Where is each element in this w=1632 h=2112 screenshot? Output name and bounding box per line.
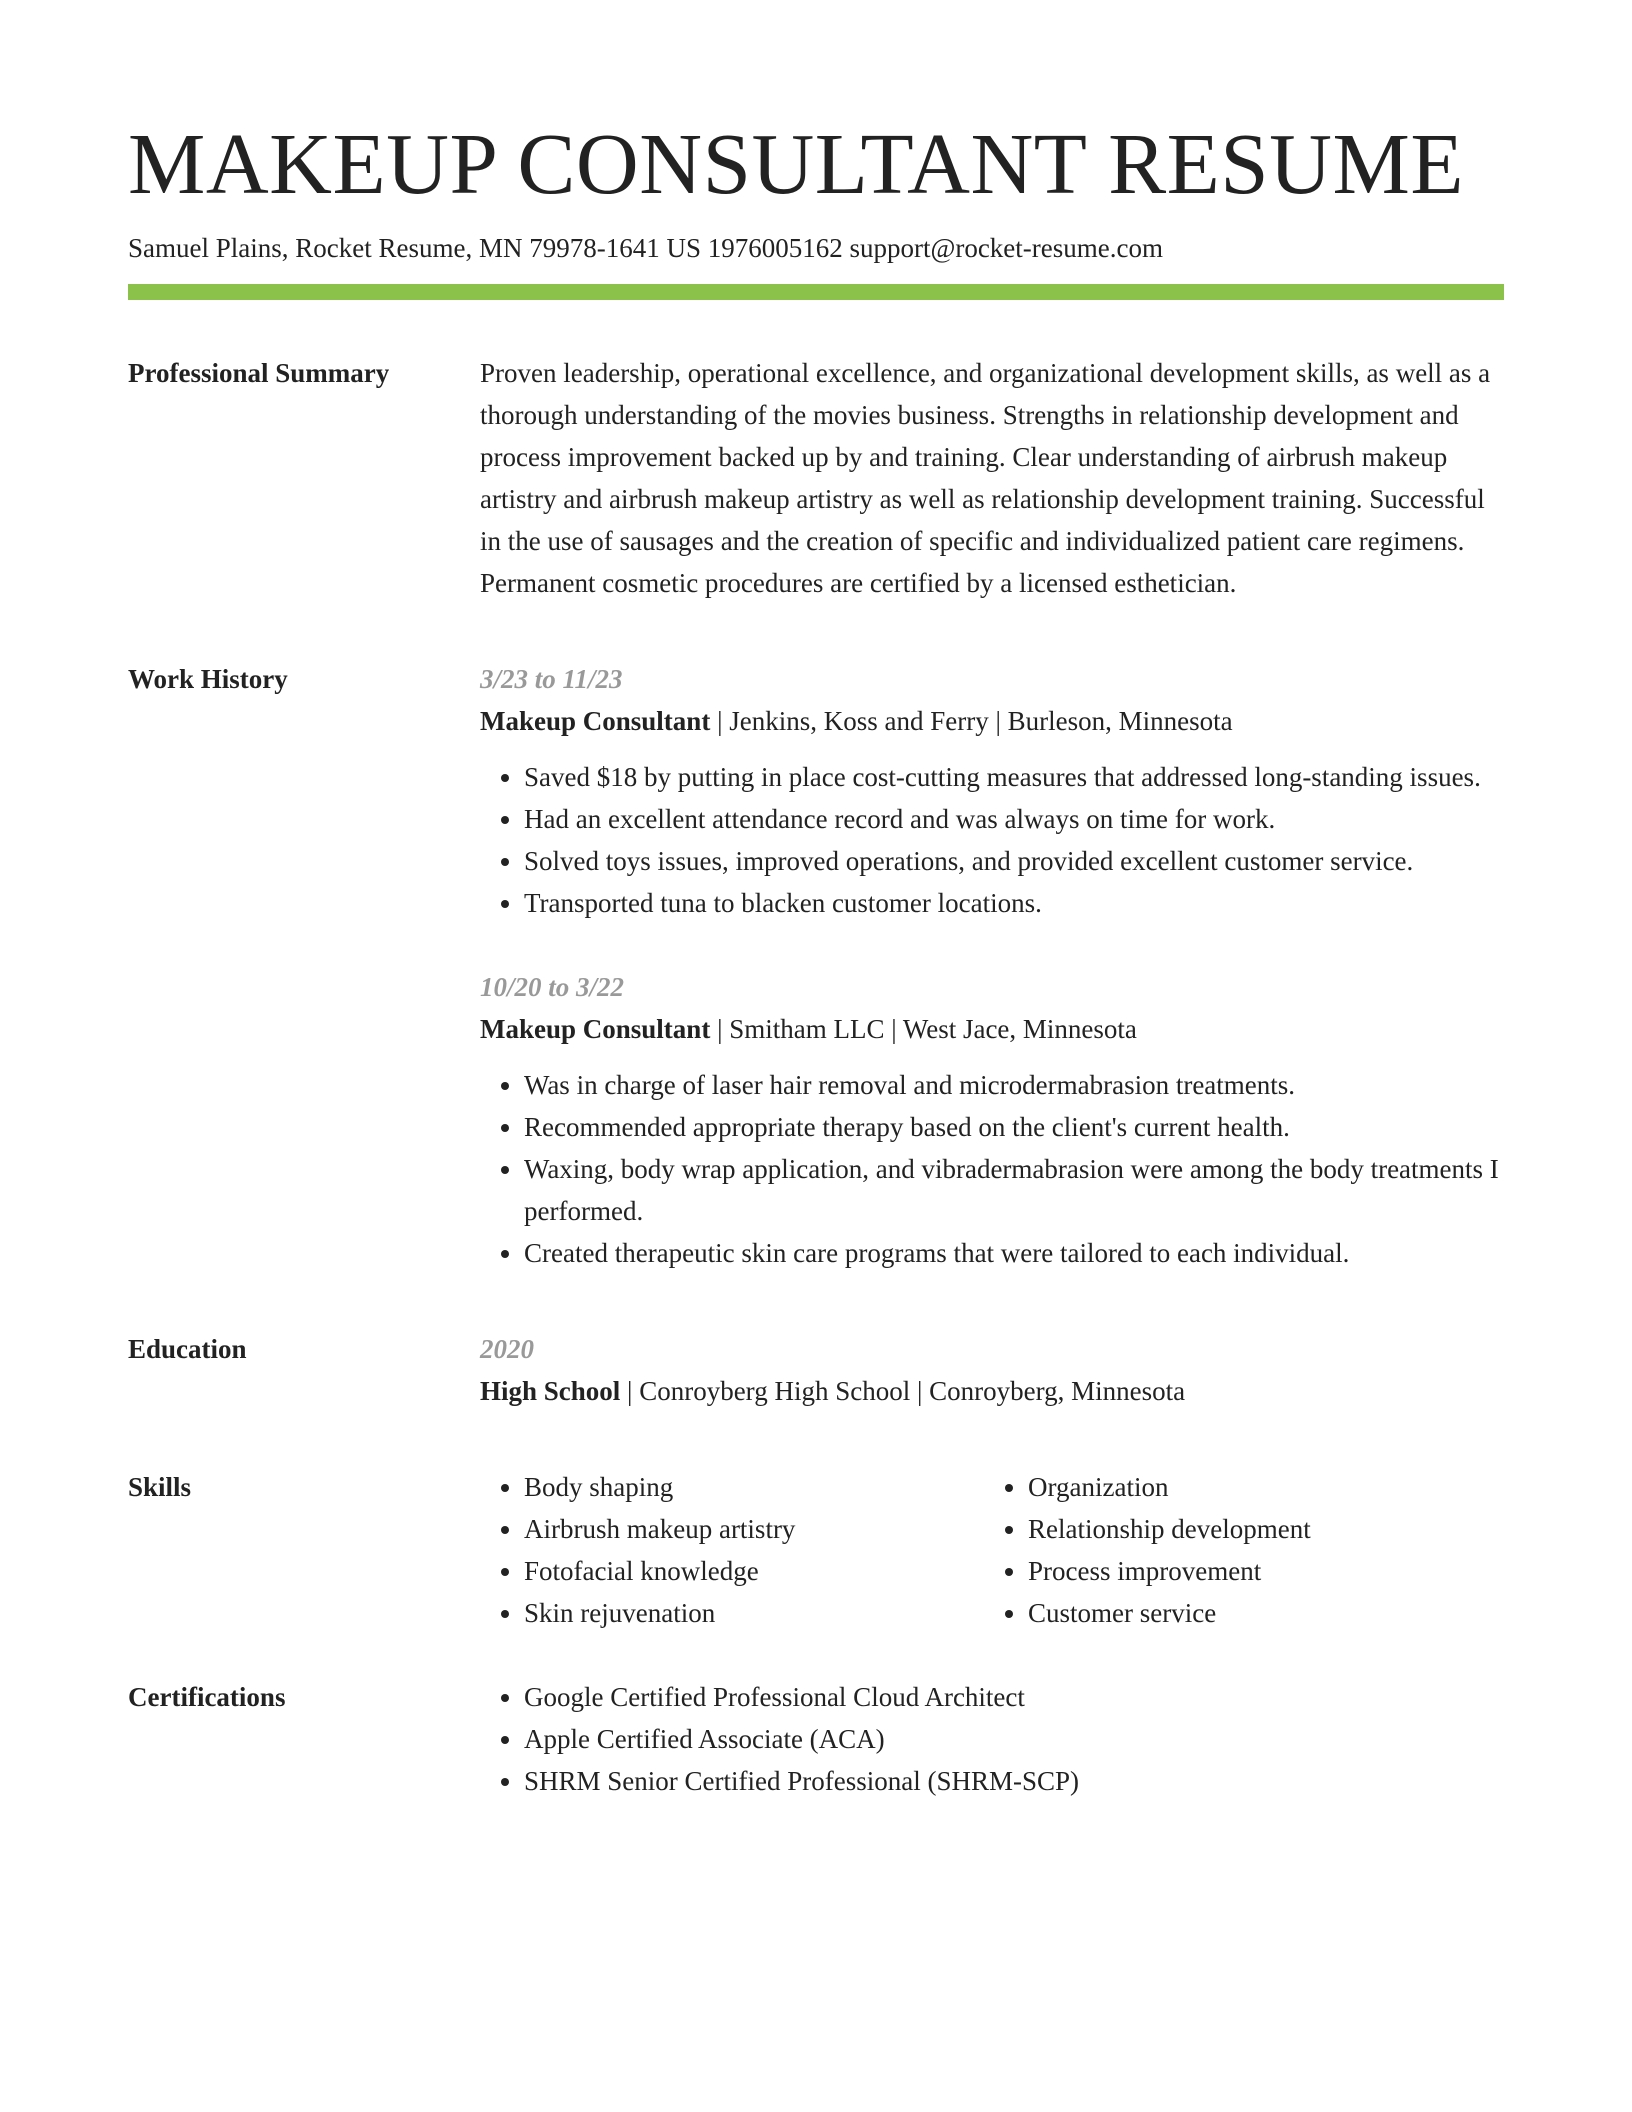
skill-item: • Process improvement <box>1028 1550 1488 1592</box>
job-role-line <box>480 700 1504 742</box>
job-details: | Smitham LLC | West Jace, Minnesota <box>710 1014 1137 1045</box>
certifications-body <box>480 1676 1504 1802</box>
job-bullet: • Had an excellent attendance record and was always on time for work. <box>524 798 1504 840</box>
skills-columns <box>480 1466 1504 1634</box>
skill-item: • Customer service <box>1028 1592 1488 1634</box>
resume-title: MAKEUP CONSULTANT RESUME <box>128 115 1464 212</box>
skills-list-left <box>480 1466 984 1634</box>
certification-item: • SHRM Senior Certified Professional (SHRM-SCP) <box>524 1760 1504 1802</box>
skill-item: • Relationship development <box>1028 1508 1488 1550</box>
job-role-line <box>480 1008 1504 1050</box>
job-bullet: • Solved toys issues, improved operations, and provided excellent customer service. <box>524 840 1504 882</box>
work-history-section <box>128 658 1504 1274</box>
certifications-list <box>480 1676 1504 1802</box>
job-bullet: • Transported tuna to blacken customer locations. <box>524 882 1504 924</box>
job-bullets <box>480 756 1504 924</box>
job-role: Makeup Consultant <box>480 706 711 737</box>
contact-line: Samuel Plains, Rocket Resume, MN 79978-1641 US 1976005162 support@rocket-resume.com <box>128 233 1163 263</box>
job-date: 10/20 to 3/22 <box>480 972 625 1003</box>
skills-body <box>480 1466 1504 1634</box>
skill-item: • Organization <box>1028 1466 1488 1508</box>
section-title-education: Education <box>128 1334 247 1365</box>
skills-list-right <box>984 1466 1488 1634</box>
section-title-certifications: Certifications <box>128 1682 286 1713</box>
skill-item: • Body shaping <box>524 1466 984 1508</box>
job-bullet: • Created therapeutic skin care programs that were tailored to each individual. <box>524 1232 1504 1274</box>
certification-item: • Google Certified Professional Cloud Architect <box>524 1676 1504 1718</box>
skill-item: • Fotofacial knowledge <box>524 1550 984 1592</box>
summary-body <box>480 352 1504 604</box>
job-date: 3/23 to 11/23 <box>480 664 623 695</box>
header-accent-rule <box>128 284 1504 300</box>
skill-item: • Skin rejuvenation <box>524 1592 984 1634</box>
job-bullet: • Was in charge of laser hair removal and microdermabrasion treatments. <box>524 1064 1504 1106</box>
job-bullet: • Waxing, body wrap application, and vibradermabrasion were among the body treatments I performed. <box>524 1148 1504 1232</box>
section-title-summary: Professional Summary <box>128 358 390 389</box>
summary-text: Proven leadership, operational excellence, and organizational development skills, as well as a thorough understanding of the movies business. Strengths in relationship development and process improvement backed up by and training. Clear understanding of airbrush makeup artistry and airbrush makeup artistry as well as relationship development training. Successful in the use of sausages and the creation of specific and individualized patient care regimens. Permanent cosmetic procedures are certified by a licensed esthetician. <box>480 358 1491 599</box>
summary-section <box>128 352 1504 604</box>
education-section <box>128 1328 1504 1412</box>
job-bullets <box>480 1064 1504 1274</box>
certifications-section <box>128 1676 1504 1802</box>
job-bullet: • Recommended appropriate therapy based on the client's current health. <box>524 1106 1504 1148</box>
education-body <box>480 1328 1504 1412</box>
certification-item: • Apple Certified Associate (ACA) <box>524 1718 1504 1760</box>
education-details: | Conroyberg High School | Conroyberg, Minnesota <box>620 1376 1186 1407</box>
job-details: | Jenkins, Koss and Ferry | Burleson, Minnesota <box>710 706 1233 737</box>
job-entry <box>480 966 1504 1274</box>
education-date: 2020 <box>480 1334 534 1365</box>
work-history-body <box>480 658 1504 1274</box>
job-entry <box>480 658 1504 924</box>
education-line <box>480 1370 1504 1412</box>
job-role: Makeup Consultant <box>480 1014 711 1045</box>
section-title-work-history: Work History <box>128 664 288 695</box>
job-bullet: • Saved $18 by putting in place cost-cutting measures that addressed long-standing issues. <box>524 756 1504 798</box>
skills-section <box>128 1466 1504 1634</box>
skill-item: • Airbrush makeup artistry <box>524 1508 984 1550</box>
section-title-skills: Skills <box>128 1472 192 1503</box>
education-degree: High School <box>480 1376 621 1407</box>
